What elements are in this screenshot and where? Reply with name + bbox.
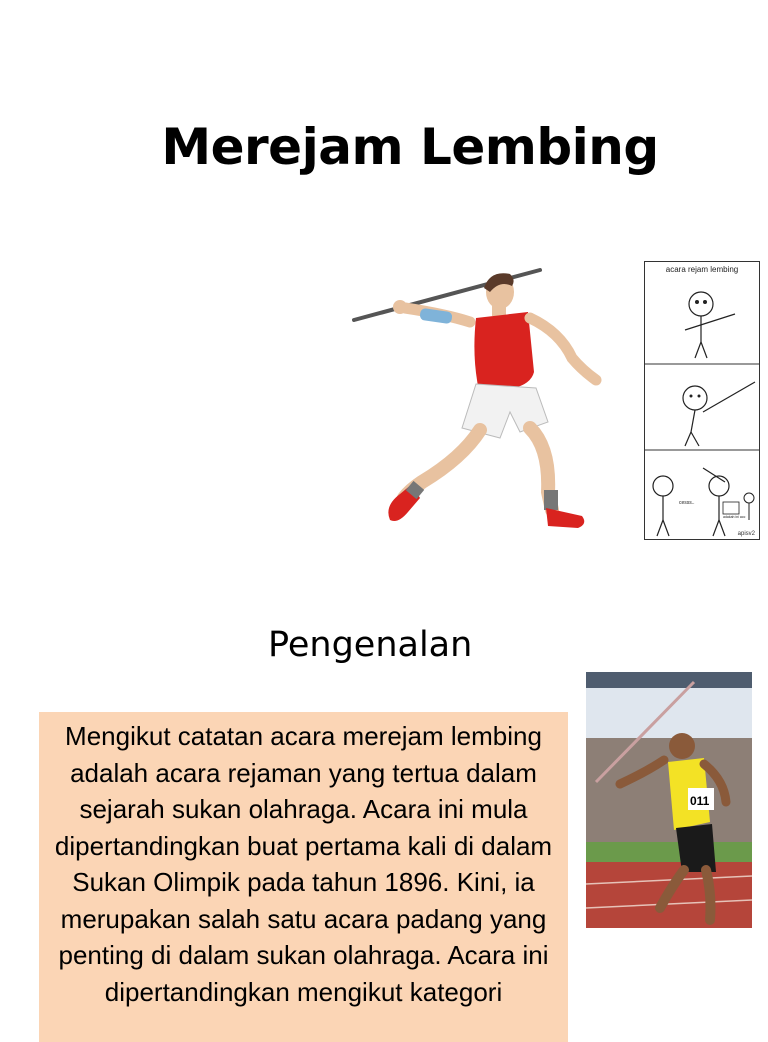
javelin-athlete-illustration	[350, 262, 610, 537]
javelin-athlete-photo	[586, 672, 752, 928]
section-heading: Pengenalan	[268, 625, 473, 665]
comic-strip	[644, 261, 760, 540]
bib-number: 011	[690, 794, 710, 808]
page-title: Merejam Lembing	[161, 118, 659, 176]
comic-sign-text: adakah ini acc	[723, 515, 746, 519]
comic-speech-bubble: cesss..	[679, 500, 695, 506]
comic-panels	[645, 262, 759, 539]
comic-caption: acara rejam lembing	[665, 265, 739, 274]
comic-signature: apisv2	[737, 531, 755, 537]
intro-text-box	[39, 712, 568, 1042]
intro-paragraph: Mengikut catatan acara merejam lembing adalah acara rejaman yang tertua dalam sejarah sukan olahraga. Acara ini mula dipertandingkan buat pertama kali di dalam Sukan Olimpik pada tahun 1896. Kini, ia merupakan salah satu acara padang yang penting di dalam sukan olahraga. Acara ini dipertandingkan mengikut kategori	[54, 721, 553, 1007]
